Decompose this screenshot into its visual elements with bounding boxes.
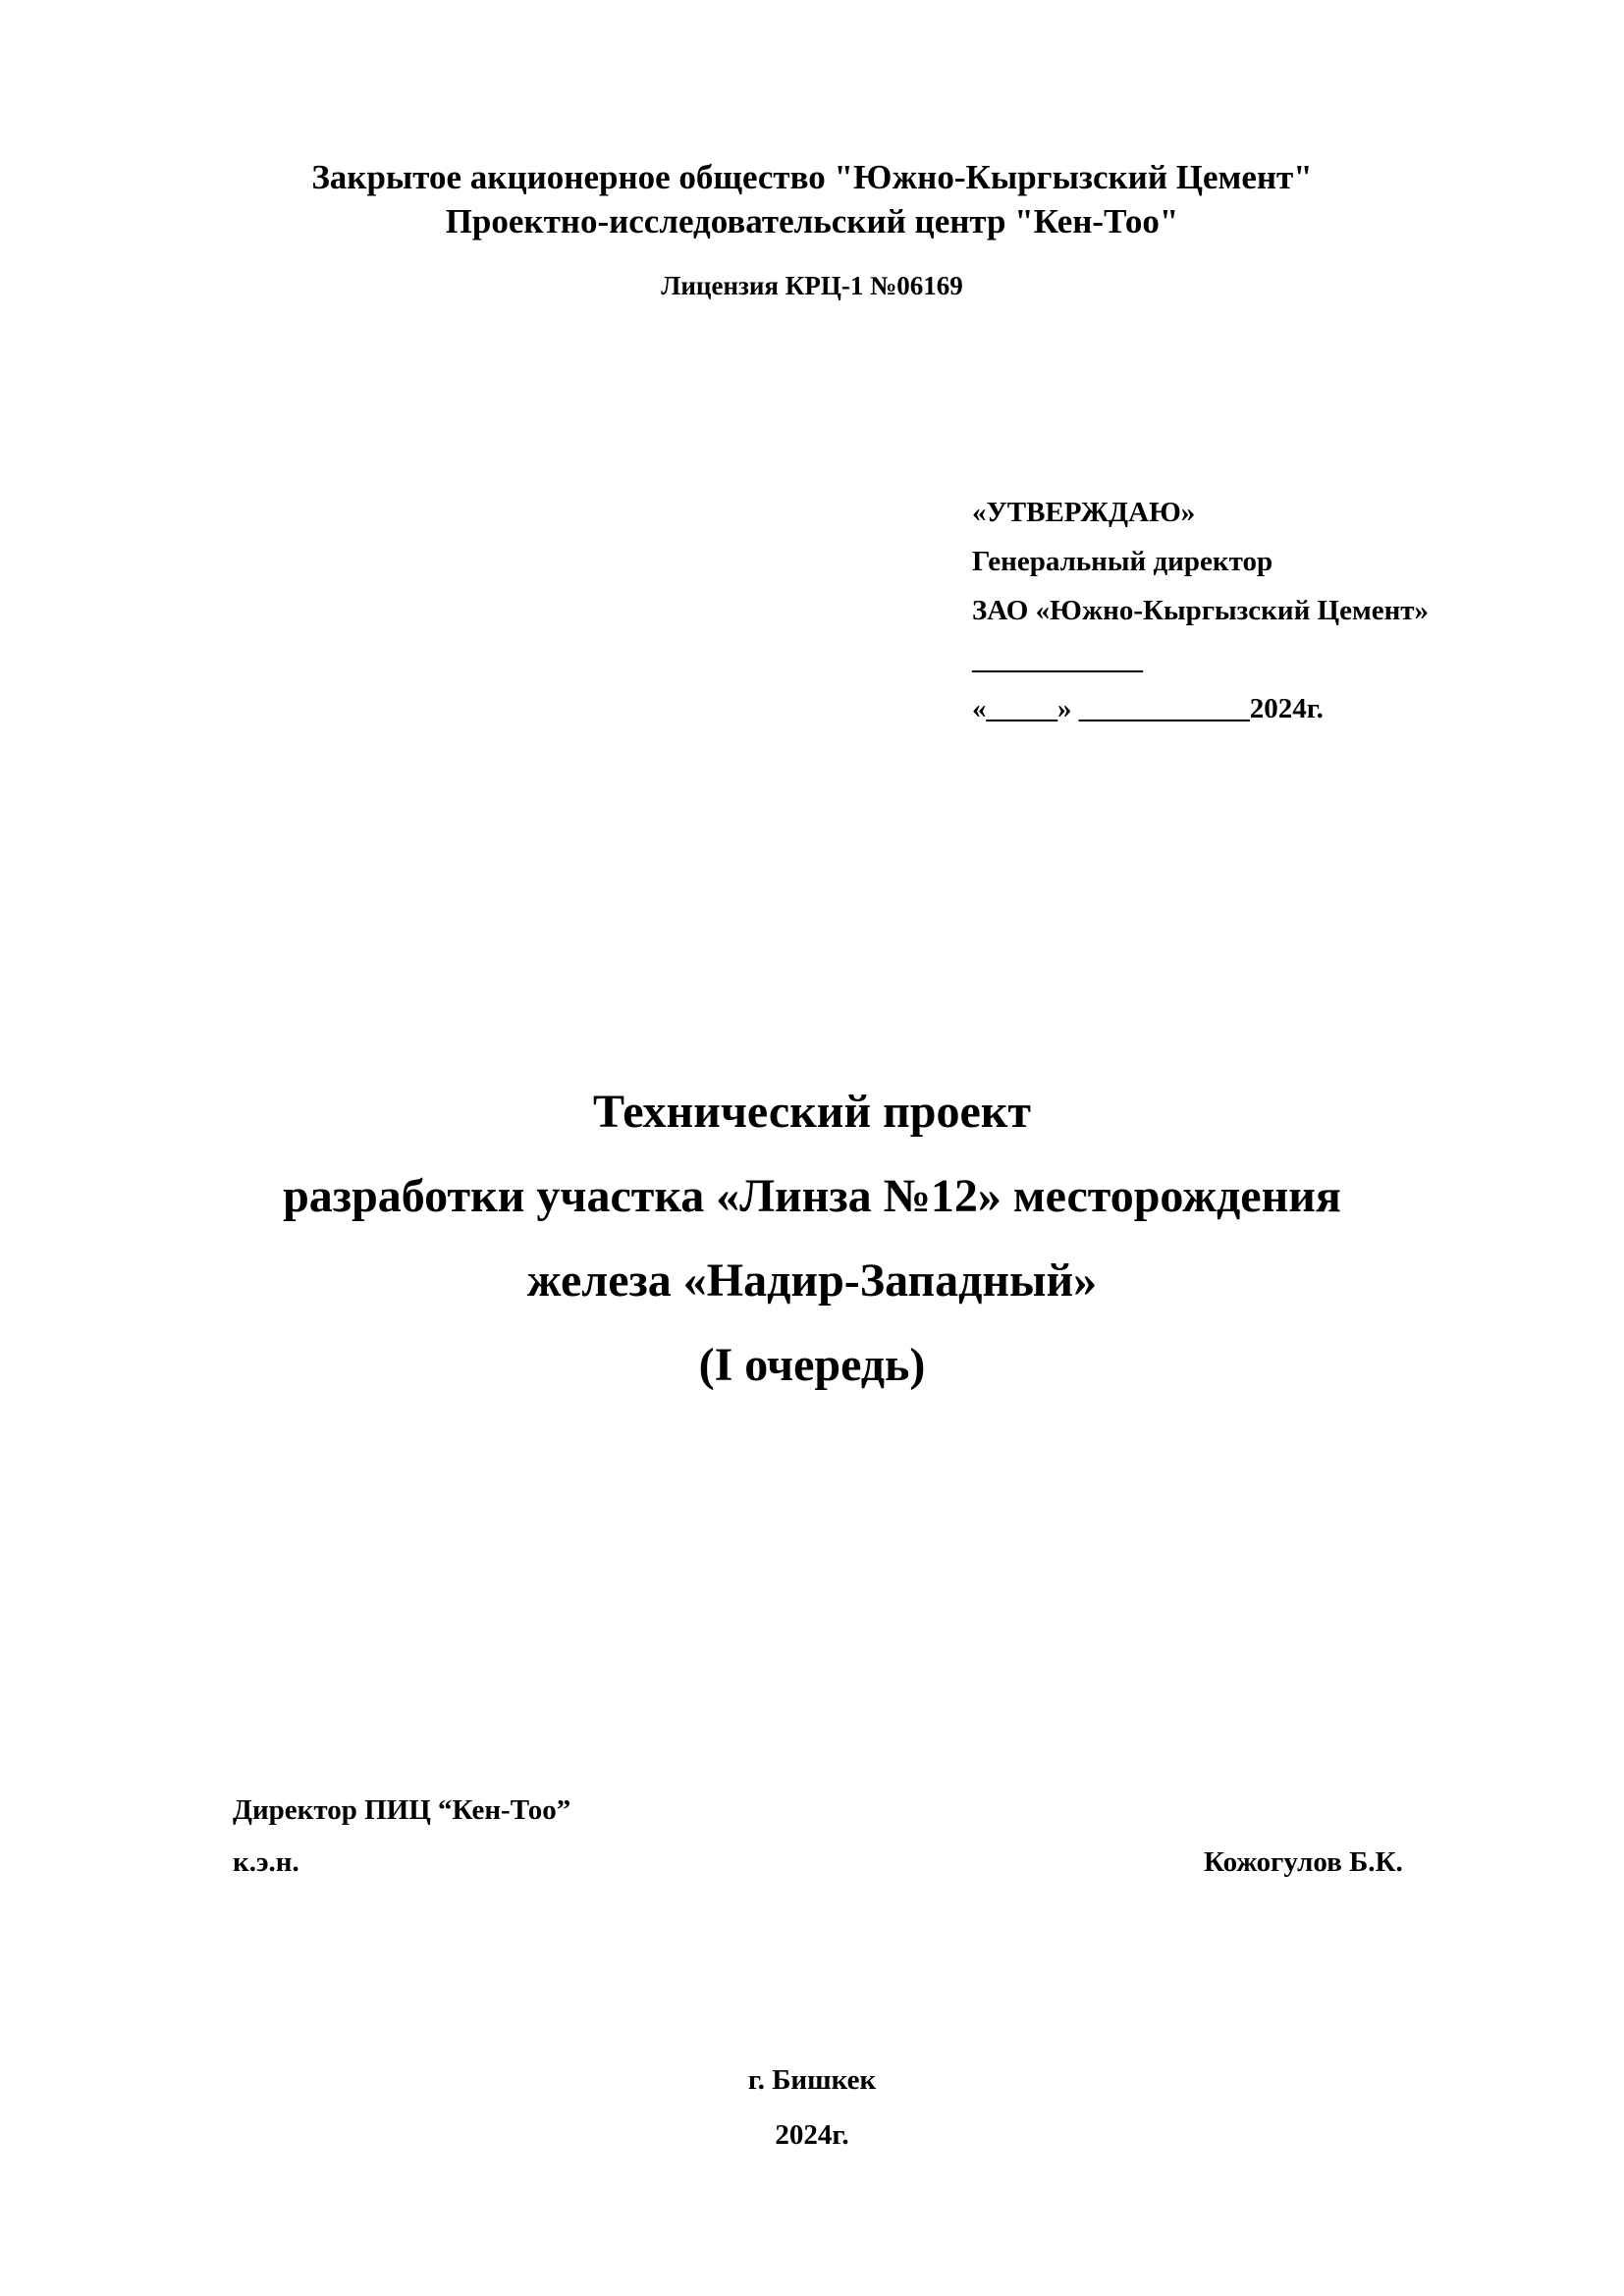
signatory-degree: к.э.н.: [233, 1846, 299, 1878]
title-line-2: разработки участка «Линза №12» месторождения: [283, 1170, 1341, 1222]
signatory-position: Директор ПИЦ “Кен-Тоо”: [233, 1794, 571, 1826]
license-block: [0, 269, 1624, 302]
document-title: [0, 1070, 1624, 1408]
footer-block: [0, 2061, 1624, 2154]
footer-city: г. Бишкек: [747, 2064, 877, 2096]
approval-date-line: «_____» ____________2024г.: [972, 693, 1324, 724]
organization-header: [0, 155, 1624, 243]
signature-line: ____________: [972, 644, 1143, 675]
title-line-1: Технический проект: [593, 1086, 1031, 1138]
approval-block: [972, 488, 1429, 733]
title-line-4: (I очередь): [698, 1339, 926, 1391]
license-number: Лицензия КРЦ-1 №06169: [661, 271, 963, 300]
footer-year: 2024г.: [775, 2119, 849, 2151]
approval-stamp: «УТВЕРЖДАЮ»: [972, 497, 1196, 528]
title-line-3: железа «Надир-Западный»: [526, 1255, 1098, 1307]
signatory-name: Кожогулов Б.К.: [1204, 1846, 1403, 1878]
organization-name: Закрытое акционерное общество "Южно-Кыргызский Цемент": [311, 158, 1313, 196]
approver-company: ЗАО «Южно-Кыргызский Цемент»: [972, 595, 1430, 626]
research-center-name: Проектно-исследовательский центр "Кен-Тоо": [445, 202, 1179, 240]
approver-position: Генеральный директор: [972, 546, 1273, 577]
